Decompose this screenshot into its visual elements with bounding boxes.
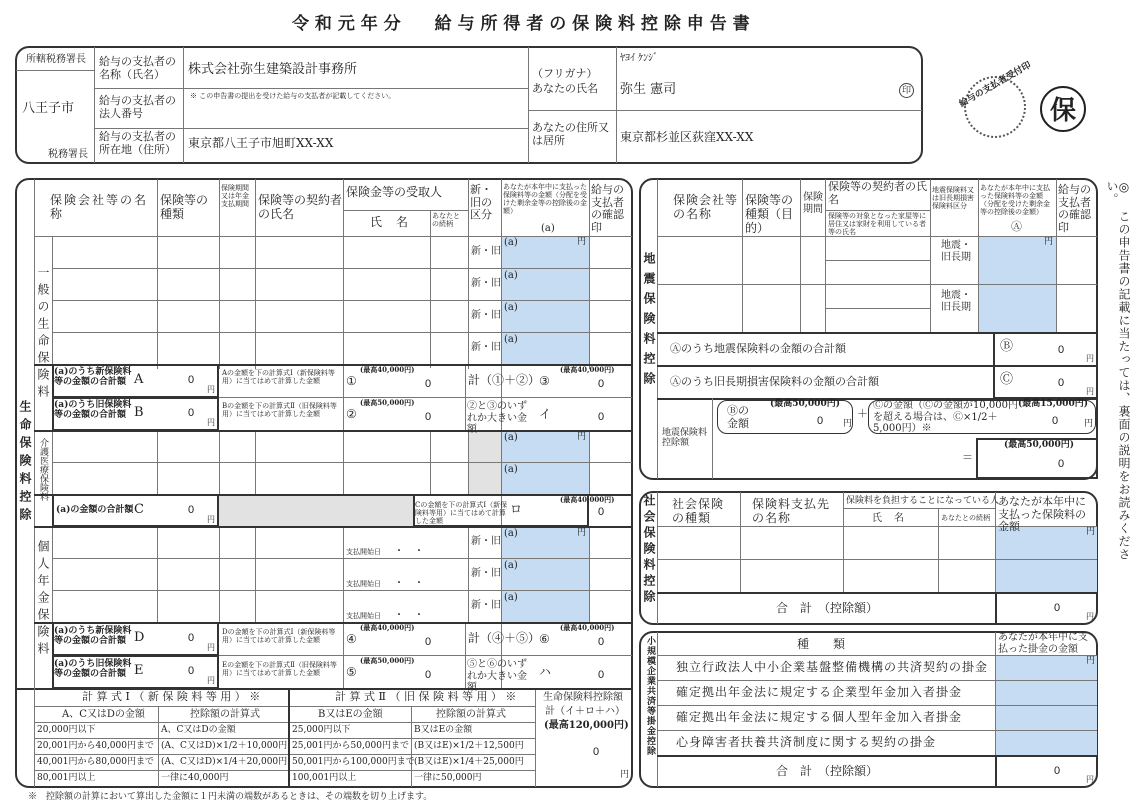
social-col-bearer: 保険料を負担することになっている人 xyxy=(846,496,1000,506)
life-total-value[interactable]: 0 xyxy=(593,746,600,758)
larger-23: ②と③のいずれか大きい金額 xyxy=(467,401,527,435)
circle-i: イ xyxy=(539,407,552,421)
a-mark: (a) xyxy=(504,528,518,539)
quake-C-mark: Ⓒ xyxy=(1000,372,1014,387)
quake-kubun-2[interactable]: 地震・旧長期 xyxy=(941,290,971,313)
quake-col-amount: あなたが本年中に支払った保険料等の金額（分配を受けた剰余金等の控除後の金額） xyxy=(980,184,1050,217)
circle-1: ① xyxy=(346,374,357,388)
small-row-2: 確定拠出年金法に規定する企業型年金加入者掛金 xyxy=(676,685,963,699)
calc2-h2: 控除額の計算式 xyxy=(436,709,506,720)
newold-g3[interactable]: 新・旧 xyxy=(471,310,501,321)
quake-col-confirm: 給与の支払者の確認印 xyxy=(1058,183,1091,234)
social-total-value[interactable]: 0 xyxy=(1054,602,1061,614)
a-mark: (a) xyxy=(504,334,518,345)
addr-value[interactable]: 東京都杉並区荻窪XX-XX xyxy=(620,130,754,144)
calc2-cell: 50,001円から100,000円まで xyxy=(292,757,415,767)
circle-2: ② xyxy=(346,407,357,421)
max-label: (最高50,000円) xyxy=(360,398,415,407)
quake-B-mark: Ⓑ xyxy=(1000,339,1014,354)
val-1[interactable]: 0 xyxy=(425,378,432,390)
val-3[interactable]: 0 xyxy=(598,378,605,390)
general-life-label: 一般の生命保険料 xyxy=(36,266,50,402)
calc1-cell: (A、C又はD)×1/2＋10,000円 xyxy=(161,741,288,751)
max-label: (最高15,000円) xyxy=(1018,399,1088,409)
life-total-max: (最高120,000円) xyxy=(544,720,629,731)
plus: ＋ xyxy=(857,407,868,420)
B-letter: B xyxy=(134,405,144,420)
quake-col-company: 保険会社等の名称 xyxy=(673,193,739,221)
addr-label: あなたの住所又は居所 xyxy=(532,121,609,147)
calc2-cell: 100,001円以上 xyxy=(292,773,357,783)
newold-g1[interactable]: 新・旧 xyxy=(471,246,501,257)
C-letter: C xyxy=(134,502,144,517)
calc1-cell: 80,001円以上 xyxy=(37,773,96,783)
quake-B-label: Ⓐのうち地震保険料の金額の合計額 xyxy=(670,342,846,355)
col-period: 保険期間又は年金支払期間 xyxy=(221,184,249,209)
tax-office-label: 所轄税務署長 xyxy=(26,54,86,65)
name-value[interactable]: 弥生 憲司 xyxy=(620,82,677,97)
max-label: (最高40,000円) xyxy=(360,365,415,374)
col-company: 保険会社等の名称 xyxy=(50,193,149,221)
D-letter: D xyxy=(134,630,145,645)
circle-ha: ハ xyxy=(539,665,552,679)
small-col-type: 種 類 xyxy=(797,637,846,651)
quake-C-part: Ⓒの金額（Ⓒの金額が10,000円を超える場合は、Ⓒ×1/2＋5,000円）※ xyxy=(873,400,1018,434)
A-value[interactable]: 0 xyxy=(188,374,195,386)
small-total-value[interactable]: 0 xyxy=(1054,765,1061,777)
yen-mark: 円 xyxy=(577,432,587,442)
calc2-cell: 25,000円以下 xyxy=(292,725,351,735)
a-mark: (a) xyxy=(504,302,518,313)
equals: ＝ xyxy=(962,451,973,464)
max-label: (最高40,000円) xyxy=(360,623,415,632)
col-contractor: 保険等の契約者の氏名 xyxy=(258,193,343,221)
yen-mark: 円 xyxy=(1086,387,1094,396)
calc1-cell: 20,000円以下 xyxy=(37,725,96,735)
sum-45: 計（④＋⑤） xyxy=(468,631,541,645)
small-row-1: 独立行政法人中小企業基盤整備機構の共済契約の掛金 xyxy=(676,660,989,674)
col-relation: あなたとの続柄 xyxy=(432,212,460,229)
max-label: (最高50,000円) xyxy=(770,399,840,409)
payer-addr-value[interactable]: 東京都八王子市旭町XX-XX xyxy=(188,136,334,150)
max-label: (最高50,000円) xyxy=(1004,440,1074,450)
quake-C-label: Ⓐのうち旧長期損害保険料の金額の合計額 xyxy=(670,375,879,388)
name-label: あなたの氏名 xyxy=(532,82,598,95)
larger-56: ⑤と⑥のいずれか大きい金額 xyxy=(467,659,527,693)
circle-5: ⑤ xyxy=(346,665,357,679)
social-section-label: 社会保険料控除 xyxy=(642,494,656,606)
E-label: (a)のうち旧保険料等の金額の合計額 xyxy=(54,659,132,680)
A-calc: Aの金額を下の計算式Ⅰ（新保険料等用）に当てはめて計算した金額 xyxy=(222,369,335,386)
calc2-cell: 25,001円から50,000円まで xyxy=(292,741,409,751)
quake-B-part-value[interactable]: 0 xyxy=(817,415,824,427)
C-calc: Cの金額を下の計算式Ⅰ（新保険料等用）に当てはめて計算した金額 xyxy=(415,501,508,526)
a-mark: (a) xyxy=(504,592,518,603)
yen-mark: 円 xyxy=(1044,237,1054,247)
small-col-amount: あなたが本年中に支払った掛金の金額 xyxy=(998,632,1088,655)
reception-stamp-text: 給与の支払者受付印 xyxy=(957,60,1034,110)
val-ha[interactable]: 0 xyxy=(598,669,605,681)
calc2-title: 計 算 式 Ⅱ （ 旧 保 険 料 等 用 ） ※ xyxy=(335,690,517,703)
footnote: ※ 控除額の計算において算出した金額に１円未満の端数があるときは、その端数を切り上げます。 xyxy=(28,792,433,802)
quake-col-amount-a: Ⓐ xyxy=(1011,220,1022,233)
yen-mark: 円 xyxy=(577,528,587,538)
social-col-relation: あなたとの続柄 xyxy=(941,514,990,522)
quake-C-value[interactable]: 0 xyxy=(1058,377,1065,389)
D-label: (a)のうち新保険料等の金額の合計額 xyxy=(54,626,132,647)
max-label: (最高40,000円) xyxy=(560,623,615,632)
val-ro[interactable]: 0 xyxy=(598,506,605,518)
quake-C-part-value[interactable]: 0 xyxy=(1052,415,1059,427)
calc2-cell: B又はEの金額 xyxy=(414,725,473,735)
circle-4: ④ xyxy=(346,632,357,646)
calc1-title: 計 算 式 Ⅰ （ 新 保 険 料 等 用 ） ※ xyxy=(82,690,261,703)
yen-mark: 円 xyxy=(207,418,215,427)
C-value[interactable]: 0 xyxy=(188,504,195,516)
side-note: ◎ この申告書の記載に当たっては、裏面の説明をお読みください。 xyxy=(1105,180,1131,561)
circle-6: ⑥ xyxy=(539,632,550,646)
social-col-amount: あなたが本年中に支払った保険料の金額 xyxy=(998,495,1086,534)
life-total-formula: 計（イ＋ロ＋ハ） xyxy=(545,706,625,717)
furigana-value[interactable]: ﾔﾖｲ ｹﾝｼﾞ xyxy=(620,53,659,64)
val-2[interactable]: 0 xyxy=(425,411,432,423)
pay-start: 支払開始日 xyxy=(346,580,381,588)
calc2-cell: (B又はE)×1/2＋12,500円 xyxy=(414,741,524,751)
payer-corp-label: 給与の支払者の法人番号 xyxy=(99,94,176,120)
life-section-label: 生命保険料控除 xyxy=(18,400,32,526)
col-amount: あなたが本年中に支払った保険料等の金額（分配を受けた剰余金等の控除後の金額） xyxy=(503,183,587,216)
yen-mark: 円 xyxy=(1086,354,1094,363)
calc1-h1: A、C又はDの金額 xyxy=(62,709,145,720)
yen-mark: 円 xyxy=(1086,656,1096,666)
D-value[interactable]: 0 xyxy=(188,632,195,644)
B-value[interactable]: 0 xyxy=(188,407,195,419)
val-4[interactable]: 0 xyxy=(425,636,432,648)
payer-name-value[interactable]: 株式会社弥生建築設計事務所 xyxy=(188,62,358,77)
col-receiver-name: 氏名 xyxy=(370,215,423,229)
care-label: 介護医療保険料 xyxy=(38,438,48,501)
small-section-label: 小規模企業共済等掛金控除 xyxy=(645,636,655,756)
quake-total-value[interactable]: 0 xyxy=(1058,458,1065,470)
pension-label: 個人年金保険料 xyxy=(36,540,50,659)
quake-col-contractor: 保険等の契約者の氏名 xyxy=(828,180,927,206)
col-receiver: 保険金等の受取人 xyxy=(346,185,443,199)
yen-mark: 円 xyxy=(207,385,215,394)
a-mark: (a) xyxy=(504,270,518,281)
small-total-label: 合 計 （控除額） xyxy=(776,764,879,778)
yen-mark: 円 xyxy=(1086,775,1094,784)
E-letter: E xyxy=(134,663,144,678)
yen-mark: 円 xyxy=(207,676,215,685)
small-row-4: 心身障害者扶養共済制度に関する契約の掛金 xyxy=(676,735,937,749)
calc2-h1: B又はEの金額 xyxy=(318,709,383,720)
quake-B-value[interactable]: 0 xyxy=(1058,344,1065,356)
quake-col-type: 保険等の種類（目的） xyxy=(745,193,794,235)
circle-ro: ロ xyxy=(510,502,523,516)
tax-office-suffix: 税務署長 xyxy=(48,149,88,160)
yen-mark: 円 xyxy=(207,515,215,524)
tax-office-value[interactable]: 八王子市 xyxy=(22,101,75,116)
payer-corp-note: ※ この申告書の提出を受けた給与の支払者が記載してください。 xyxy=(190,92,396,100)
col-newold: 新・旧の区分 xyxy=(470,183,492,222)
yen-mark: 円 xyxy=(577,237,587,247)
social-col-payee: 保険料支払先の名称 xyxy=(752,497,831,525)
D-calc: Dの金額を下の計算式Ⅰ（新保険料等用）に当てはめて計算した金額 xyxy=(222,628,336,645)
payer-name-label: 給与の支払者の名称（氏名） xyxy=(99,55,176,81)
A-label: (a)のうち新保険料等の金額の合計額 xyxy=(54,367,132,388)
circle-3: ③ xyxy=(539,374,550,388)
quake-B-part: Ⓑの金額 xyxy=(727,404,749,430)
social-col-bearer-name: 氏名 xyxy=(872,513,916,524)
yen-mark: 円 xyxy=(1084,419,1094,429)
a-mark: (a) xyxy=(504,432,518,443)
yen-mark: 円 xyxy=(843,419,853,429)
max-label: (最高50,000円) xyxy=(360,656,415,665)
val-6[interactable]: 0 xyxy=(598,636,605,648)
newold-g2[interactable]: 新・旧 xyxy=(471,278,501,289)
col-confirm: 給与の支払者の確認印 xyxy=(591,183,624,234)
yen-mark: 円 xyxy=(207,643,215,652)
newold-p1[interactable]: 新・旧 xyxy=(471,536,501,547)
val-5[interactable]: 0 xyxy=(425,669,432,681)
B-label: (a)のうち旧保険料等の金額の合計額 xyxy=(54,400,132,421)
E-value[interactable]: 0 xyxy=(188,665,195,677)
calc2-cell: 一律に50,000円 xyxy=(414,773,482,783)
calc1-cell: 一律に40,000円 xyxy=(161,773,229,783)
calc2-cell: (B又はE)×1/4＋25,000円 xyxy=(414,757,524,767)
newold-g4[interactable]: 新・旧 xyxy=(471,342,501,353)
col-amount-a: (a) xyxy=(541,223,555,234)
yen-mark: 円 xyxy=(1086,612,1094,621)
pay-date[interactable]: ・ ・ xyxy=(394,546,424,557)
col-type: 保険等の種類 xyxy=(160,193,209,221)
sum-12: 計（①＋②） xyxy=(468,373,541,387)
ho-mark: 保 xyxy=(1040,86,1086,132)
yen-mark: 円 xyxy=(1086,527,1096,537)
social-total-label: 合 計 （控除額） xyxy=(776,601,879,615)
payer-addr-label: 給与の支払者の所在地（住所） xyxy=(99,130,176,156)
quake-kubun-1[interactable]: 地震・旧長期 xyxy=(941,240,971,263)
max-label: (最高40,000円) xyxy=(560,365,615,374)
quake-col-kubun: 地震保険料又は旧長期損害保険料区分 xyxy=(932,186,974,211)
quake-deduct-label: 地震保険料控除額 xyxy=(662,428,708,449)
a-mark: (a) xyxy=(504,560,518,571)
seal-mark: 印 xyxy=(899,83,914,98)
furigana-label: （フリガナ） xyxy=(532,67,598,80)
quake-section-label: 地震保険料控除 xyxy=(642,252,656,392)
quake-col-period: 保険期間 xyxy=(803,192,823,215)
pay-start: 支払開始日 xyxy=(346,548,381,556)
quake-col-target: 保険等の対象となった家屋等に居住又は家財を利用している者等の氏名 xyxy=(828,212,926,237)
A-letter: A xyxy=(134,372,144,387)
calc1-cell: A、C又はDの金額 xyxy=(161,725,236,735)
newold-p3[interactable]: 新・旧 xyxy=(471,600,501,611)
pay-date[interactable]: ・ ・ xyxy=(394,578,424,589)
life-total-label: 生命保険料控除額 xyxy=(543,692,623,703)
newold-p2[interactable]: 新・旧 xyxy=(471,568,501,579)
calc1-cell: 40,001円から80,000円まで xyxy=(37,757,154,767)
form-title: 令 和 元 年 分 給 与 所 得 者 の 保 険 料 控 除 申 告 書 xyxy=(292,14,750,34)
social-col-type: 社会保険の種類 xyxy=(672,497,725,525)
a-mark: (a) xyxy=(504,464,518,475)
small-row-3: 確定拠出年金法に規定する個人型年金加入者掛金 xyxy=(676,710,963,724)
pay-date[interactable]: ・ ・ xyxy=(394,610,424,621)
B-calc: Bの金額を下の計算式Ⅱ（旧保険料等用）に当てはめて計算した金額 xyxy=(222,402,337,419)
pay-start: 支払開始日 xyxy=(346,612,381,620)
calc1-cell: (A、C又はD)×1/4＋20,000円 xyxy=(161,757,288,767)
calc1-cell: 20,001円から40,000円まで xyxy=(37,741,154,751)
C-label: (a)の金額の合計額 xyxy=(56,505,134,515)
calc1-h2: 控除額の計算式 xyxy=(190,709,260,720)
E-calc: Eの金額を下の計算式Ⅱ（旧保険料等用）に当てはめて計算した金額 xyxy=(222,661,337,678)
max-label: (最高40,000円) xyxy=(560,495,615,504)
val-i[interactable]: 0 xyxy=(598,411,605,423)
yen-mark: 円 xyxy=(620,770,630,780)
a-mark: (a) xyxy=(504,237,518,248)
